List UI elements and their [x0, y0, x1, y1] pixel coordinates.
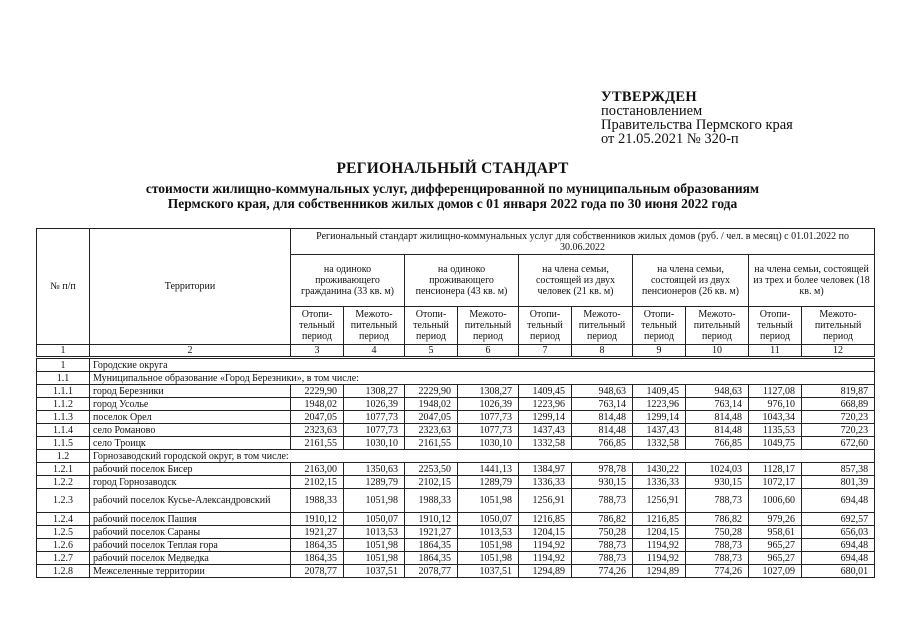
value-cell: 1049,75: [749, 437, 802, 450]
value-cell: 1194,92: [519, 539, 572, 552]
table-row: [37, 489, 875, 513]
header-heating: Отопи-тельный период: [405, 307, 458, 345]
row-number: 1.2.4: [37, 513, 90, 526]
row-number: 1.2: [37, 450, 90, 463]
value-cell: 1921,27: [291, 526, 344, 539]
value-cell: 2163,00: [291, 463, 344, 476]
column-number: 3: [291, 345, 344, 358]
value-cell: 1030,10: [458, 437, 519, 450]
header-group-single-pensioner: на одиноко проживающего пенсионера (43 кв. м): [405, 255, 519, 307]
approval-line3: от 21.05.2021 № 320-п: [601, 131, 739, 147]
value-cell: 1441,13: [458, 463, 519, 476]
header-interheating: Межото-пительный период: [344, 307, 405, 345]
header-interheating: Межото-пительный период: [572, 307, 633, 345]
value-cell: 1216,85: [519, 513, 572, 526]
value-cell: 1864,35: [405, 552, 458, 565]
value-cell: 976,10: [749, 398, 802, 411]
value-cell: 1006,60: [749, 489, 802, 513]
value-cell: 1289,79: [344, 476, 405, 489]
row-number: 1.2.7: [37, 552, 90, 565]
value-cell: 1194,92: [633, 552, 686, 565]
column-number: 8: [572, 345, 633, 358]
value-cell: 1409,45: [519, 385, 572, 398]
value-cell: 672,60: [802, 437, 875, 450]
value-cell: 1308,27: [344, 385, 405, 398]
value-cell: 1308,27: [458, 385, 519, 398]
section-name: Городские округа: [90, 358, 875, 372]
header-group-family-two: на члена семьи, состоящей из двух человек (21 кв. м): [519, 255, 633, 307]
value-cell: 814,48: [572, 424, 633, 437]
value-cell: 1336,33: [633, 476, 686, 489]
value-cell: 1430,22: [633, 463, 686, 476]
value-cell: 1204,15: [519, 526, 572, 539]
column-number: 11: [749, 345, 802, 358]
territory-name: рабочий поселок Кусье-Александровский: [90, 489, 291, 513]
approval-line1: постановлением: [601, 103, 703, 119]
value-cell: 774,26: [686, 565, 749, 578]
value-cell: 1037,51: [458, 565, 519, 578]
value-cell: 1026,39: [458, 398, 519, 411]
value-cell: 694,48: [802, 489, 875, 513]
table-row: [37, 513, 875, 526]
territory-name: село Романово: [90, 424, 291, 437]
value-cell: 1409,45: [633, 385, 686, 398]
table-row: [37, 526, 875, 539]
value-cell: 1051,98: [458, 489, 519, 513]
value-cell: 1384,97: [519, 463, 572, 476]
value-cell: 1216,85: [633, 513, 686, 526]
value-cell: 692,57: [802, 513, 875, 526]
value-cell: 2102,15: [291, 476, 344, 489]
value-cell: 1437,43: [519, 424, 572, 437]
value-cell: 1289,79: [458, 476, 519, 489]
value-cell: 1077,73: [344, 424, 405, 437]
value-cell: 801,39: [802, 476, 875, 489]
territory-name: рабочий поселок Бисер: [90, 463, 291, 476]
value-cell: 1910,12: [405, 513, 458, 526]
column-number: 2: [90, 345, 291, 358]
value-cell: 2047,05: [291, 411, 344, 424]
value-cell: 2161,55: [405, 437, 458, 450]
row-number: 1.2.3: [37, 489, 90, 513]
document-subtitle-line2: Пермского края, для собственников жилых домов с 01 января 2022 года по 30 июня 2022 года: [167, 196, 738, 211]
row-number: 1.2.1: [37, 463, 90, 476]
value-cell: 1051,98: [344, 539, 405, 552]
value-cell: 1043,34: [749, 411, 802, 424]
header-heating: Отопи-тельный период: [633, 307, 686, 345]
territory-name: рабочий поселок Пашия: [90, 513, 291, 526]
row-number: 1.2.2: [37, 476, 90, 489]
territory-name: город Березники: [90, 385, 291, 398]
value-cell: 1948,02: [405, 398, 458, 411]
value-cell: 2253,50: [405, 463, 458, 476]
value-cell: 786,82: [686, 513, 749, 526]
value-cell: 694,48: [802, 552, 875, 565]
section-name: Муниципальное образование «Город Березники», в том числе:: [90, 372, 875, 385]
approval-block: [601, 90, 793, 146]
value-cell: 1194,92: [633, 539, 686, 552]
value-cell: 814,48: [686, 424, 749, 437]
value-cell: 1294,89: [519, 565, 572, 578]
table-row: [37, 385, 875, 398]
territory-name: поселок Орел: [90, 411, 291, 424]
header-group-single-citizen: на одиноко проживающего гражданина (33 кв. м): [291, 255, 405, 307]
value-cell: 1921,27: [405, 526, 458, 539]
table-body: [37, 358, 875, 578]
row-number: 1.1.3: [37, 411, 90, 424]
table-row: [37, 463, 875, 476]
value-cell: 788,73: [572, 552, 633, 565]
value-cell: 1077,73: [458, 424, 519, 437]
table-row: [37, 437, 875, 450]
value-cell: 1223,96: [633, 398, 686, 411]
value-cell: 1294,89: [633, 565, 686, 578]
value-cell: 1256,91: [633, 489, 686, 513]
table-section-row: [37, 450, 875, 463]
territory-name: город Усолье: [90, 398, 291, 411]
document-subtitle: [0, 181, 905, 211]
value-cell: 1204,15: [633, 526, 686, 539]
row-number: 1.1.2: [37, 398, 90, 411]
value-cell: 720,23: [802, 424, 875, 437]
value-cell: 788,73: [686, 539, 749, 552]
value-cell: 1072,17: [749, 476, 802, 489]
document-title: РЕГИОНАЛЬНЫЙ СТАНДАРТ: [336, 160, 569, 177]
approval-line2: Правительства Пермского края: [601, 117, 793, 133]
column-number: 7: [519, 345, 572, 358]
header-group-two-pensioners: на члена семьи, состоящей из двух пенсионеров (26 кв. м): [633, 255, 749, 307]
value-cell: 788,73: [572, 539, 633, 552]
value-cell: 965,27: [749, 539, 802, 552]
value-cell: 694,48: [802, 539, 875, 552]
value-cell: 750,28: [686, 526, 749, 539]
header-heating: Отопи-тельный период: [749, 307, 802, 345]
table-row: [37, 476, 875, 489]
value-cell: 788,73: [686, 489, 749, 513]
value-cell: 930,15: [572, 476, 633, 489]
value-cell: 1864,35: [291, 552, 344, 565]
value-cell: 1030,10: [344, 437, 405, 450]
value-cell: 2229,90: [291, 385, 344, 398]
value-cell: 2047,05: [405, 411, 458, 424]
value-cell: 763,14: [572, 398, 633, 411]
value-cell: 1077,73: [458, 411, 519, 424]
value-cell: 1135,53: [749, 424, 802, 437]
value-cell: 1299,14: [633, 411, 686, 424]
value-cell: 720,23: [802, 411, 875, 424]
value-cell: 2323,63: [291, 424, 344, 437]
value-cell: 2229,90: [405, 385, 458, 398]
value-cell: 1013,53: [458, 526, 519, 539]
value-cell: 1050,07: [344, 513, 405, 526]
value-cell: 1051,98: [458, 552, 519, 565]
value-cell: 1332,58: [519, 437, 572, 450]
value-cell: 2323,63: [405, 424, 458, 437]
value-cell: 857,38: [802, 463, 875, 476]
value-cell: 819,87: [802, 385, 875, 398]
value-cell: 814,48: [572, 411, 633, 424]
header-interheating: Межото-пительный период: [458, 307, 519, 345]
column-number: 4: [344, 345, 405, 358]
territory-name: село Троицк: [90, 437, 291, 450]
value-cell: 1024,03: [686, 463, 749, 476]
value-cell: 766,85: [572, 437, 633, 450]
header-heating: Отопи-тельный период: [291, 307, 344, 345]
table-row: [37, 424, 875, 437]
table-section-row: [37, 358, 875, 372]
value-cell: 763,14: [686, 398, 749, 411]
value-cell: 1988,33: [291, 489, 344, 513]
value-cell: 656,03: [802, 526, 875, 539]
value-cell: 1864,35: [405, 539, 458, 552]
value-cell: 788,73: [572, 489, 633, 513]
header-num: № п/п: [37, 229, 90, 345]
table-section-row: [37, 372, 875, 385]
value-cell: 1051,98: [344, 552, 405, 565]
value-cell: 1332,58: [633, 437, 686, 450]
value-cell: 1051,98: [344, 489, 405, 513]
territory-name: город Горнозаводск: [90, 476, 291, 489]
row-number: 1.2.6: [37, 539, 90, 552]
header-group-family-three: на члена семьи, состоящей из трех и более человек (18 кв. м): [749, 255, 875, 307]
value-cell: 1223,96: [519, 398, 572, 411]
column-number: 5: [405, 345, 458, 358]
territory-name: рабочий поселок Медведка: [90, 552, 291, 565]
value-cell: 979,26: [749, 513, 802, 526]
value-cell: 1864,35: [291, 539, 344, 552]
value-cell: 958,61: [749, 526, 802, 539]
standard-table: [36, 228, 875, 578]
value-cell: 948,63: [572, 385, 633, 398]
header-interheating: Межото-пительный период: [802, 307, 875, 345]
row-number: 1: [37, 358, 90, 372]
column-number: 9: [633, 345, 686, 358]
header-group: Региональный стандарт жилищно-коммунальных услуг для собственников жилых домов (руб. / чел. в месяц) с 01.01.2022 по 30.06.2022: [291, 229, 875, 255]
territory-name: Межселенные территории: [90, 565, 291, 578]
column-number: 6: [458, 345, 519, 358]
value-cell: 1013,53: [344, 526, 405, 539]
row-number: 1.1.4: [37, 424, 90, 437]
value-cell: 1350,63: [344, 463, 405, 476]
value-cell: 1437,43: [633, 424, 686, 437]
value-cell: 1037,51: [344, 565, 405, 578]
table-row: [37, 539, 875, 552]
value-cell: 1948,02: [291, 398, 344, 411]
value-cell: 788,73: [686, 552, 749, 565]
table-row: [37, 565, 875, 578]
territory-name: рабочий поселок Сараны: [90, 526, 291, 539]
value-cell: 2078,77: [291, 565, 344, 578]
row-number: 1.1.5: [37, 437, 90, 450]
row-number: 1.2.5: [37, 526, 90, 539]
value-cell: 766,85: [686, 437, 749, 450]
value-cell: 1988,33: [405, 489, 458, 513]
value-cell: 814,48: [686, 411, 749, 424]
value-cell: 1128,17: [749, 463, 802, 476]
value-cell: 786,82: [572, 513, 633, 526]
column-number: 12: [802, 345, 875, 358]
value-cell: 978,78: [572, 463, 633, 476]
value-cell: 930,15: [686, 476, 749, 489]
value-cell: 965,27: [749, 552, 802, 565]
value-cell: 1127,08: [749, 385, 802, 398]
value-cell: 1910,12: [291, 513, 344, 526]
header-heating: Отопи-тельный период: [519, 307, 572, 345]
value-cell: 1299,14: [519, 411, 572, 424]
value-cell: 668,89: [802, 398, 875, 411]
table-row: [37, 552, 875, 565]
header-territory: Территории: [90, 229, 291, 345]
approval-title: УТВЕРЖДЕН: [601, 89, 697, 105]
header-interheating: Межото-пительный период: [686, 307, 749, 345]
value-cell: 1336,33: [519, 476, 572, 489]
value-cell: 680,01: [802, 565, 875, 578]
territory-name: рабочий поселок Теплая гора: [90, 539, 291, 552]
value-cell: 1026,39: [344, 398, 405, 411]
column-number: 1: [37, 345, 90, 358]
value-cell: 948,63: [686, 385, 749, 398]
value-cell: 1027,09: [749, 565, 802, 578]
section-name: Горнозаводский городской округ, в том числе:: [90, 450, 875, 463]
row-number: 1.1.1: [37, 385, 90, 398]
value-cell: 1194,92: [519, 552, 572, 565]
value-cell: 2078,77: [405, 565, 458, 578]
value-cell: 1051,98: [458, 539, 519, 552]
value-cell: 750,28: [572, 526, 633, 539]
table-row: [37, 398, 875, 411]
value-cell: 2161,55: [291, 437, 344, 450]
value-cell: 1050,07: [458, 513, 519, 526]
document-subtitle-line1: стоимости жилищно-коммунальных услуг, дифференцированной по муниципальным образованиям: [145, 181, 760, 196]
value-cell: 774,26: [572, 565, 633, 578]
row-number: 1.2.8: [37, 565, 90, 578]
value-cell: 2102,15: [405, 476, 458, 489]
value-cell: 1077,73: [344, 411, 405, 424]
row-number: 1.1: [37, 372, 90, 385]
column-number: 10: [686, 345, 749, 358]
value-cell: 1256,91: [519, 489, 572, 513]
table-row: [37, 411, 875, 424]
